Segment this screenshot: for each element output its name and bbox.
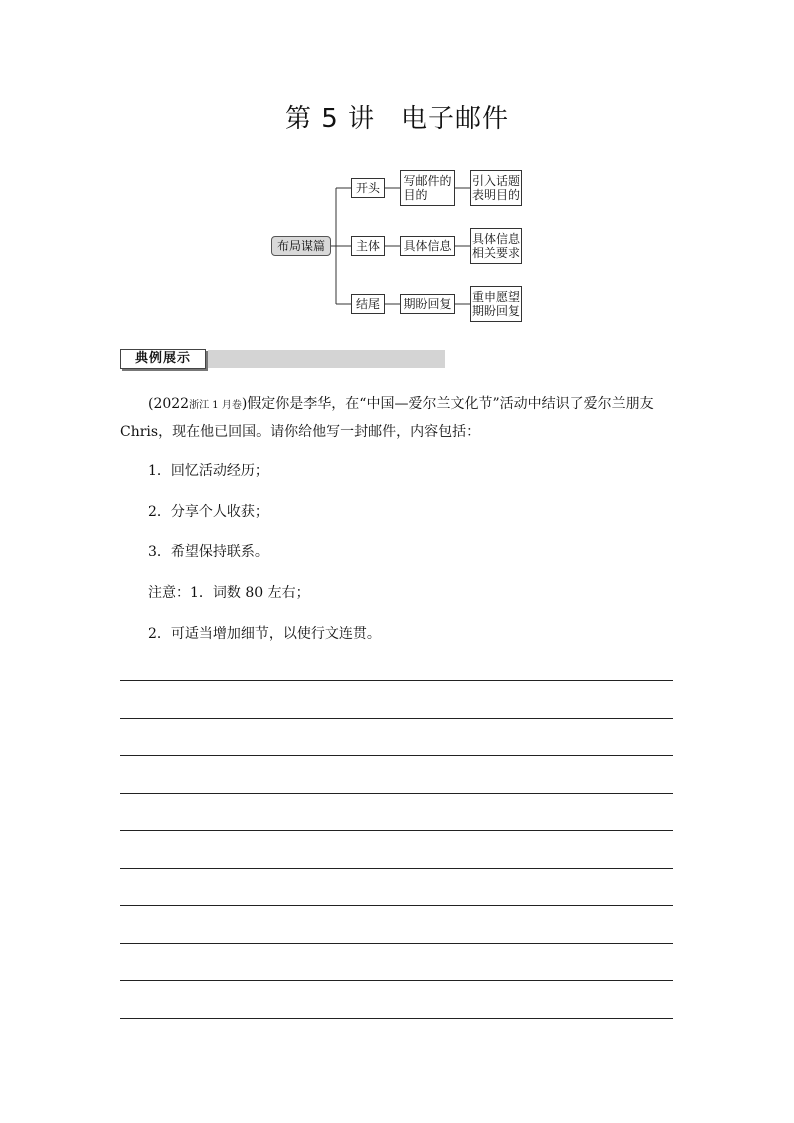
result-line: 具体信息 (471, 232, 520, 246)
branch-label: 结尾 (355, 297, 380, 311)
writing-line (120, 680, 673, 681)
result-body (470, 228, 522, 264)
result-line: 重申愿望 (471, 290, 520, 304)
detail-line: 期盼回复 (403, 297, 452, 311)
branch-label: 主体 (355, 239, 380, 253)
note-line: 注意：1．词数 80 左右； (148, 585, 310, 601)
detail-body (400, 236, 455, 256)
writing-line (120, 718, 673, 719)
result-line: 相关要求 (471, 246, 520, 260)
section-label: 典例展示 (120, 349, 206, 369)
result-opening (470, 170, 522, 206)
branch-opening (351, 178, 385, 198)
prompt-source: 浙江 1 月卷 (189, 400, 242, 411)
result-line: 表明目的 (471, 188, 520, 202)
requirement-item: 1．回忆活动经历； (148, 463, 269, 479)
prompt-intro-text: )假定你是李华，在“中国—爱尔兰文化节”活动中结识了爱尔兰朋友 (241, 396, 654, 412)
writing-line (120, 980, 673, 981)
writing-line (120, 793, 673, 794)
branch-label: 开头 (355, 181, 380, 195)
root-node (271, 236, 331, 256)
structure-diagram-connectors (0, 0, 794, 340)
result-line: 引入话题 (471, 174, 520, 188)
writing-line (120, 755, 673, 756)
writing-line (120, 943, 673, 944)
branch-ending (351, 294, 385, 314)
lecture-number: 第 5 讲 (284, 104, 376, 134)
detail-ending (400, 294, 455, 314)
branch-body (351, 236, 385, 256)
requirement-item: 2．分享个人收获； (148, 504, 269, 520)
writing-line (120, 868, 673, 869)
prompt-intro (120, 394, 676, 416)
requirement-item: 3．希望保持联系。 (148, 544, 269, 560)
lecture-topic: 电子邮件 (401, 104, 510, 134)
prompt-year: (2022 (148, 396, 190, 412)
answer-lines (120, 680, 673, 1055)
note-line: 2．可适当增加细节，以使行文连贯。 (148, 626, 381, 642)
prompt-intro-line2: Chris，现在他已回国。请你给他写一封邮件，内容包括： (120, 424, 481, 440)
result-ending (470, 286, 522, 322)
detail-opening (400, 170, 455, 206)
writing-line (120, 1018, 673, 1019)
writing-line (120, 905, 673, 906)
writing-line (120, 830, 673, 831)
detail-line: 目的 (403, 188, 428, 202)
root-label: 布局谋篇 (276, 239, 325, 253)
section-bar (208, 350, 445, 368)
result-line: 期盼回复 (471, 304, 520, 318)
detail-line: 写邮件的 (403, 174, 452, 188)
detail-line: 具体信息 (403, 239, 452, 253)
